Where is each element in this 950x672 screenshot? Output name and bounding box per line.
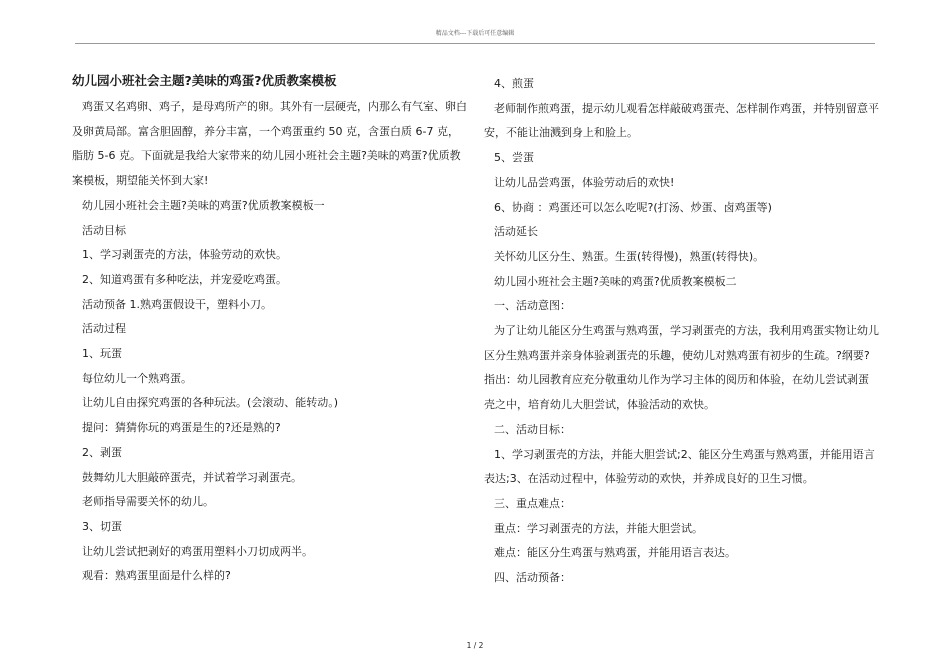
paragraph: 提问：猜猜你玩的鸡蛋是生的?还是熟的? bbox=[82, 421, 281, 435]
paragraph: 活动过程 bbox=[82, 322, 126, 336]
paragraph: 1、学习剥蛋壳的方法，并能大胆尝试;2、能区分生鸡蛋与熟鸡蛋，并能用语言表达;3、在活动过程中，体验劳动的欢快，并养成良好的卫生习惯。 bbox=[484, 447, 875, 486]
paragraph: 1、玩蛋 bbox=[82, 347, 122, 361]
paragraph: 一、活动意图： bbox=[494, 299, 571, 313]
paragraph: 幼儿园小班社会主题?美味的鸡蛋?优质教案模板二 bbox=[494, 274, 737, 288]
paragraph: 5、尝蛋 bbox=[494, 151, 534, 165]
section-heading: 4、煎蛋 bbox=[494, 77, 534, 90]
paragraph: 观看：熟鸡蛋里面是什么样的? bbox=[82, 569, 231, 583]
left-column bbox=[72, 72, 467, 589]
document-title: 幼儿园小班社会主题?美味的鸡蛋?优质教案模板 bbox=[72, 73, 337, 88]
paragraph: 1、学习剥蛋壳的方法，体验劳动的欢快。 bbox=[82, 248, 287, 262]
paragraph: 四、活动预备： bbox=[494, 571, 571, 585]
paragraph: 活动目标 bbox=[82, 223, 126, 237]
paragraph: 2、剥蛋 bbox=[82, 445, 122, 459]
paragraph: 老师制作煎鸡蛋，提示幼儿观看怎样敲破鸡蛋壳、怎样制作鸡蛋，并特别留意平安，不能让油溅到身上和脸上。 bbox=[484, 101, 879, 140]
paragraph: 让幼儿品尝鸡蛋，体验劳动后的欢快! bbox=[494, 175, 675, 189]
paragraph: 鼓舞幼儿大胆敲碎蛋壳，并试着学习剥蛋壳。 bbox=[82, 470, 302, 484]
paragraph: 3、切蛋 bbox=[82, 519, 122, 533]
section-heading: 二、活动目标： bbox=[494, 422, 571, 436]
paragraph: 活动预备 1.熟鸡蛋假设干，塑料小刀。 bbox=[82, 297, 272, 311]
paragraph: 让幼儿自由探究鸡蛋的各种玩法。(会滚动、能转动。) bbox=[82, 396, 339, 410]
page-number: 1 / 2 bbox=[466, 641, 484, 650]
right-column bbox=[484, 72, 879, 591]
paragraph: 三、重点难点： bbox=[494, 496, 571, 510]
paragraph: 让幼儿尝试把剥好的鸡蛋用塑料小刀切成两半。 bbox=[82, 544, 313, 558]
paragraph: 幼儿园小班社会主题?美味的鸡蛋?优质教案模板一 bbox=[82, 198, 325, 212]
page-header: 精品文档---下载后可任意编辑 bbox=[435, 30, 515, 37]
paragraph: 每位幼儿一个熟鸡蛋。 bbox=[82, 371, 192, 385]
paragraph: 重点：学习剥蛋壳的方法，并能大胆尝试。 bbox=[494, 521, 703, 535]
paragraph: 活动延长 bbox=[494, 225, 538, 239]
paragraph: 关怀幼儿区分生、熟蛋。生蛋(转得慢)，熟蛋(转得快)。 bbox=[494, 249, 765, 263]
paragraph: 为了让幼儿能区分生鸡蛋与熟鸡蛋，学习剥蛋壳的方法，我利用鸡蛋实物让幼儿区分生熟鸡蛋并亲身体验剥蛋壳的乐趣，使幼儿对熟鸡蛋有初步的生疏。?纲要?指出：幼儿园教育应充分敬重幼儿作为学习主体的阅历和体验，在幼儿尝试剥蛋壳之中，培育幼儿大胆尝试，体验活动的欢快。 bbox=[484, 324, 879, 412]
intro-paragraph: 鸡蛋又名鸡卵、鸡子，是母鸡所产的卵。其外有一层硬壳，内那么有气室、卵白及卵黄局部。富含胆固醇，养分丰富，一个鸡蛋重约 50 克，含蛋白质 6-7 克，脂肪 5-6 克。下面就是我给大家带来的幼儿园小班社会主题?美味的鸡蛋?优质教案模板，期望能关怀到大家! bbox=[72, 100, 467, 188]
paragraph: 6、协商 ：鸡蛋还可以怎么吃呢?(打汤、炒蛋、卤鸡蛋等) bbox=[494, 200, 772, 214]
paragraph: 难点：能区分生鸡蛋与熟鸡蛋，并能用语言表达。 bbox=[494, 546, 736, 560]
paragraph: 老师指导需要关怀的幼儿。 bbox=[82, 495, 214, 509]
paragraph: 2、知道鸡蛋有多种吃法，并宠爱吃鸡蛋。 bbox=[82, 272, 287, 286]
header-divider bbox=[75, 43, 875, 44]
